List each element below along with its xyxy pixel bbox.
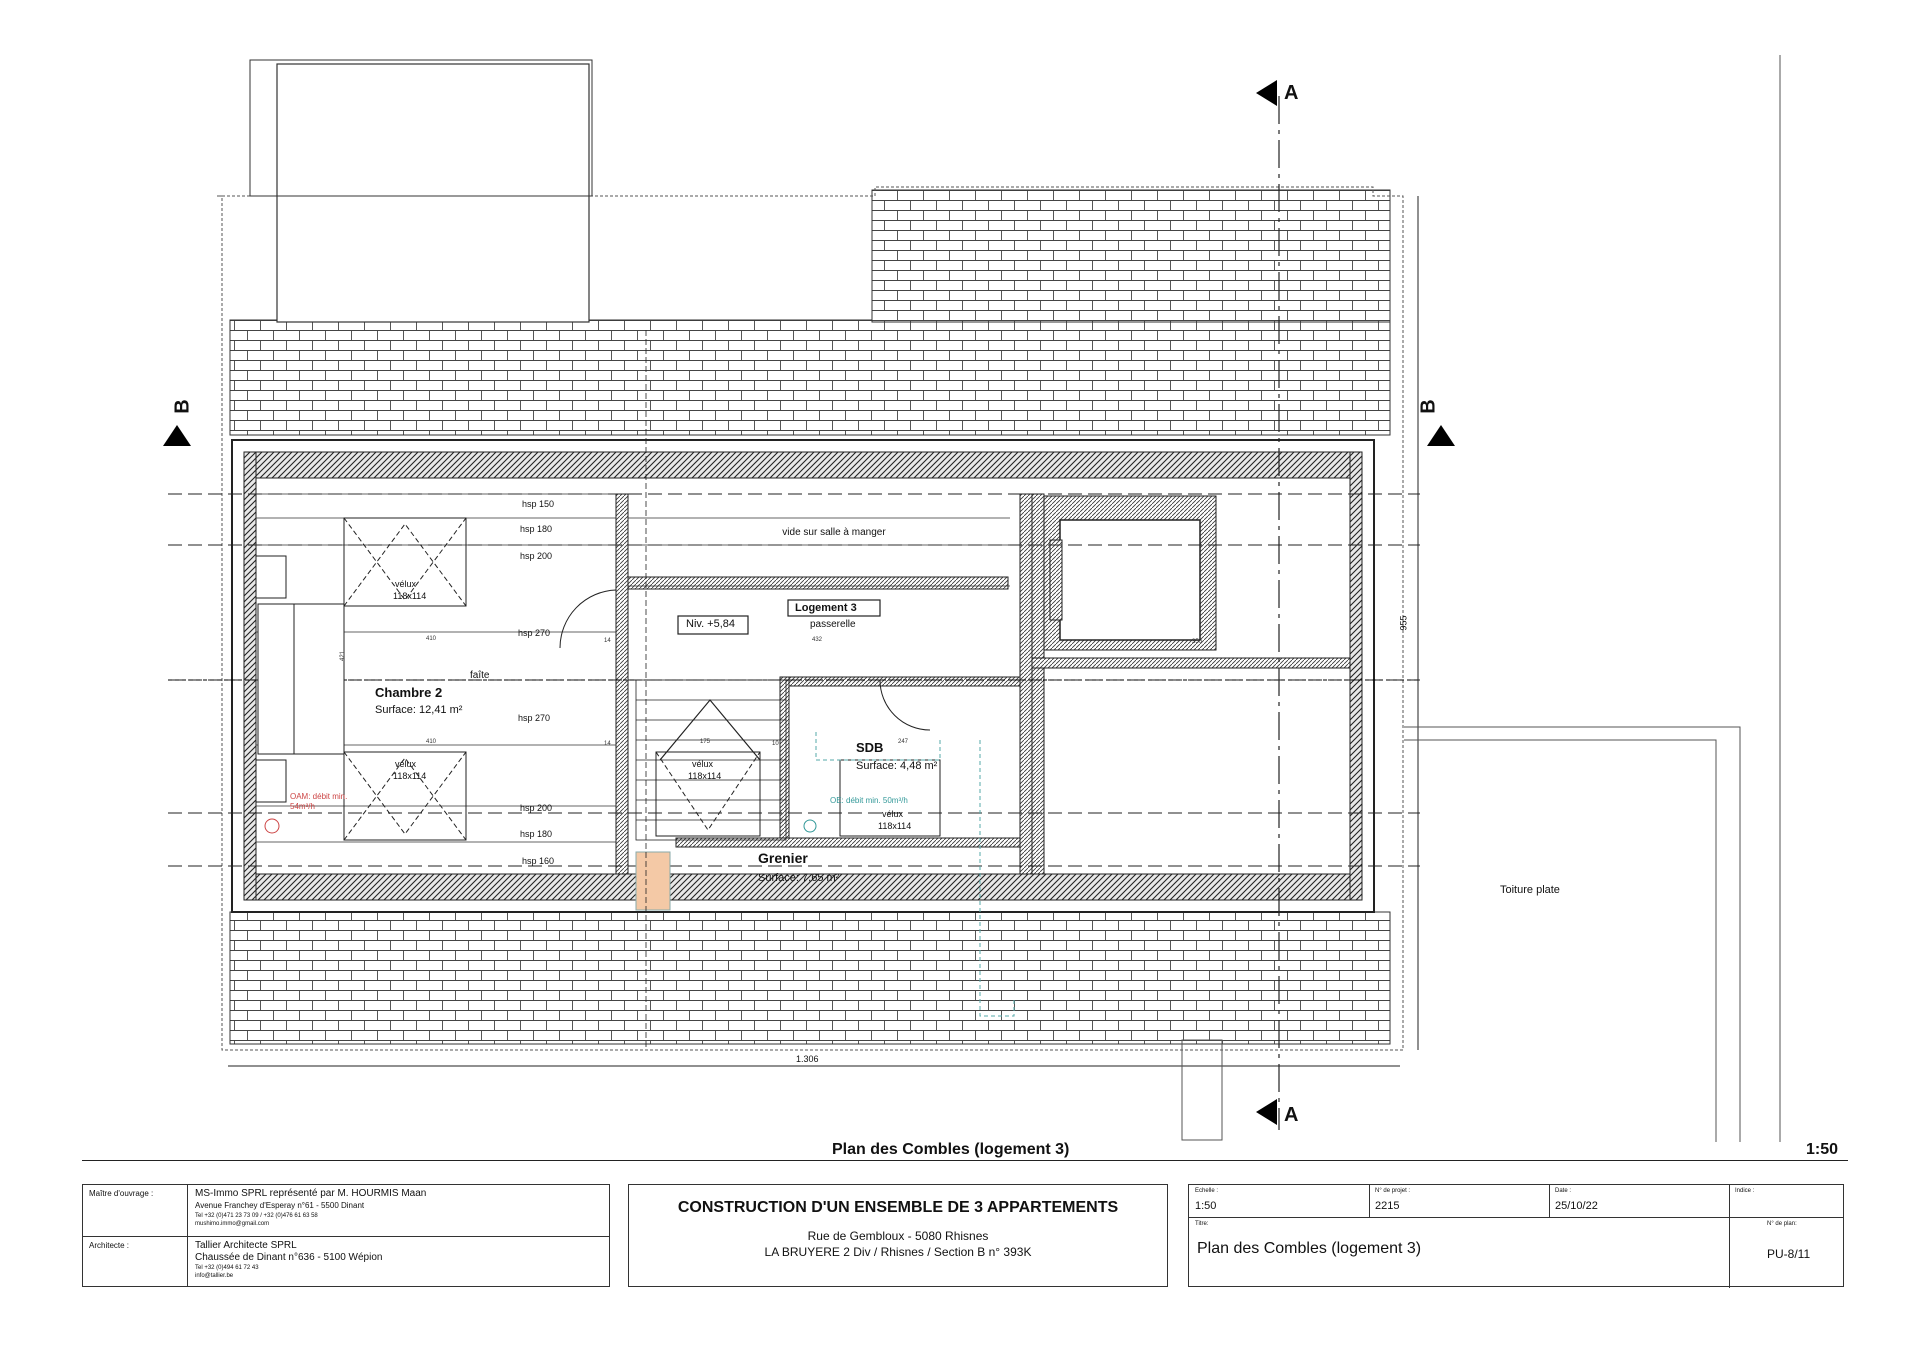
dimension-410-a: 410 bbox=[426, 636, 437, 642]
project-address: Rue de Gembloux - 5080 Rhisnes bbox=[807, 1229, 989, 1243]
echelle-value: 1:50 bbox=[1195, 1200, 1217, 1212]
maitre-line: Tel +32 (0)471 23 73 09 / +32 (0)476 61 63 58 bbox=[195, 1213, 318, 1219]
drawing-info-block bbox=[1188, 1184, 1844, 1287]
room-surface-grenier: Surface: 7,65 m² bbox=[758, 872, 840, 884]
dimension-421: 421 bbox=[340, 650, 347, 662]
room-name-chambre: Chambre 2 bbox=[375, 685, 443, 700]
room-surface-sdb: Surface: 4,48 m² bbox=[856, 760, 938, 772]
toiture-plate-outline bbox=[1404, 55, 1780, 1142]
architecte-line: Tallier Architecte SPRL bbox=[195, 1240, 297, 1251]
date-value: 25/10/22 bbox=[1555, 1200, 1598, 1212]
dimension-total-width: 1.306 bbox=[796, 1054, 819, 1064]
indice-label: Indice : bbox=[1735, 1188, 1755, 1194]
titre-label: Titre: bbox=[1195, 1221, 1209, 1227]
section-label-b-right: B bbox=[1417, 399, 1440, 414]
section-label-a-bottom: A bbox=[1284, 1104, 1299, 1126]
section-label-b-left: B bbox=[171, 399, 194, 414]
velux-label: vélux bbox=[395, 759, 417, 769]
velux-label: vélux bbox=[692, 759, 714, 769]
dimension-175: 175 bbox=[700, 739, 711, 745]
ventilation-oam-note: OAM: débit min. 54m³/h bbox=[290, 792, 348, 811]
section-arrow-a-top bbox=[1256, 80, 1277, 106]
hsp-label-4: hsp 270 bbox=[518, 628, 551, 638]
hsp-label-2: hsp 180 bbox=[520, 524, 553, 534]
projet-value: 2215 bbox=[1375, 1200, 1400, 1212]
lift-shaft bbox=[1060, 520, 1200, 640]
plan-number-label: N° de plan: bbox=[1767, 1221, 1797, 1227]
room-name-sdb: SDB bbox=[856, 740, 884, 755]
drawing-scale: 1:50 bbox=[1806, 1141, 1839, 1158]
hsp-label-8: hsp 160 bbox=[522, 856, 555, 866]
architecte-line: Tel +32 (0)494 61 72 43 bbox=[195, 1265, 259, 1271]
dimension-350: 350 bbox=[1192, 639, 1203, 645]
maitre-line: Avenue Franchey d'Esperay n°61 - 5500 Dinant bbox=[195, 1201, 365, 1210]
insulation-top bbox=[244, 452, 1362, 478]
project-title: CONSTRUCTION D'UN ENSEMBLE DE 3 APPARTEMENTS bbox=[677, 1199, 1119, 1216]
ventilation-oe-note: OE: débit min. 50m³/h bbox=[830, 796, 908, 805]
velux-size: 118x114 bbox=[878, 821, 912, 831]
logement-label: Logement 3 bbox=[795, 602, 857, 614]
room-name-grenier: Grenier bbox=[758, 850, 808, 866]
section-label-a-top: A bbox=[1284, 82, 1299, 104]
drawing-title: Plan des Combles (logement 3) bbox=[832, 1141, 1070, 1158]
maitre-line: MS-Immo SPRL représenté par M. HOURMIS Maan bbox=[195, 1188, 427, 1199]
dimension-410-b: 410 bbox=[426, 739, 437, 745]
ridge-label: faîte bbox=[470, 670, 490, 681]
title-rule bbox=[82, 1160, 1848, 1161]
dimension-10: 10 bbox=[772, 741, 779, 747]
dimension-432: 432 bbox=[812, 637, 823, 643]
plan-number-value: PU-8/11 bbox=[1767, 1247, 1811, 1261]
section-arrow-b-right bbox=[1427, 425, 1455, 446]
maitre-label: Maître d'ouvrage : bbox=[89, 1189, 154, 1198]
chimney-block bbox=[277, 64, 589, 322]
project-block bbox=[628, 1184, 1168, 1287]
architecte-line: info@tallier.be bbox=[195, 1273, 234, 1279]
dimension-14-a: 14 bbox=[604, 638, 611, 644]
hsp-label-3: hsp 200 bbox=[520, 551, 553, 561]
date-label: Date : bbox=[1555, 1188, 1572, 1194]
dimension-height: 955 bbox=[1398, 615, 1409, 631]
velux-size: 118x114 bbox=[393, 591, 427, 601]
projet-label: N° de projet : bbox=[1375, 1188, 1411, 1194]
architecte-line: Chaussée de Dinant n°636 - 5100 Wépion bbox=[195, 1252, 383, 1263]
echelle-label: Echelle : bbox=[1195, 1188, 1219, 1194]
hsp-label-6: hsp 200 bbox=[520, 803, 553, 813]
velux-label: vélux bbox=[882, 809, 904, 819]
section-arrow-b-left bbox=[163, 425, 191, 446]
velux-label: vélux bbox=[395, 579, 417, 589]
velux-size: 118x114 bbox=[393, 771, 427, 781]
titre-value: Plan des Combles (logement 3) bbox=[1197, 1240, 1422, 1257]
velux-size: 118x114 bbox=[688, 771, 722, 781]
maitre-line: mushimo.immo@gmail.com bbox=[195, 1221, 270, 1227]
dimension-14-b: 14 bbox=[604, 741, 611, 747]
section-arrow-a-bottom bbox=[1256, 1099, 1277, 1125]
dimension-247: 247 bbox=[898, 739, 909, 745]
niveau-label: Niv. +5,84 bbox=[686, 618, 736, 630]
room-surface-chambre: Surface: 12,41 m² bbox=[375, 704, 463, 716]
project-cadastre: LA BRUYERE 2 Div / Rhisnes / Section B n° 393K bbox=[764, 1245, 1032, 1259]
hsp-label-5: hsp 270 bbox=[518, 713, 551, 723]
toiture-plate-label: Toiture plate bbox=[1500, 884, 1560, 896]
owner-architect-block bbox=[82, 1184, 610, 1287]
vide-label: vide sur salle à manger bbox=[782, 527, 886, 538]
hsp-label-1: hsp 150 bbox=[522, 499, 555, 509]
hsp-label-7: hsp 180 bbox=[520, 829, 553, 839]
architecte-label: Architecte : bbox=[89, 1241, 130, 1250]
passerelle-label: passerelle bbox=[810, 619, 856, 630]
